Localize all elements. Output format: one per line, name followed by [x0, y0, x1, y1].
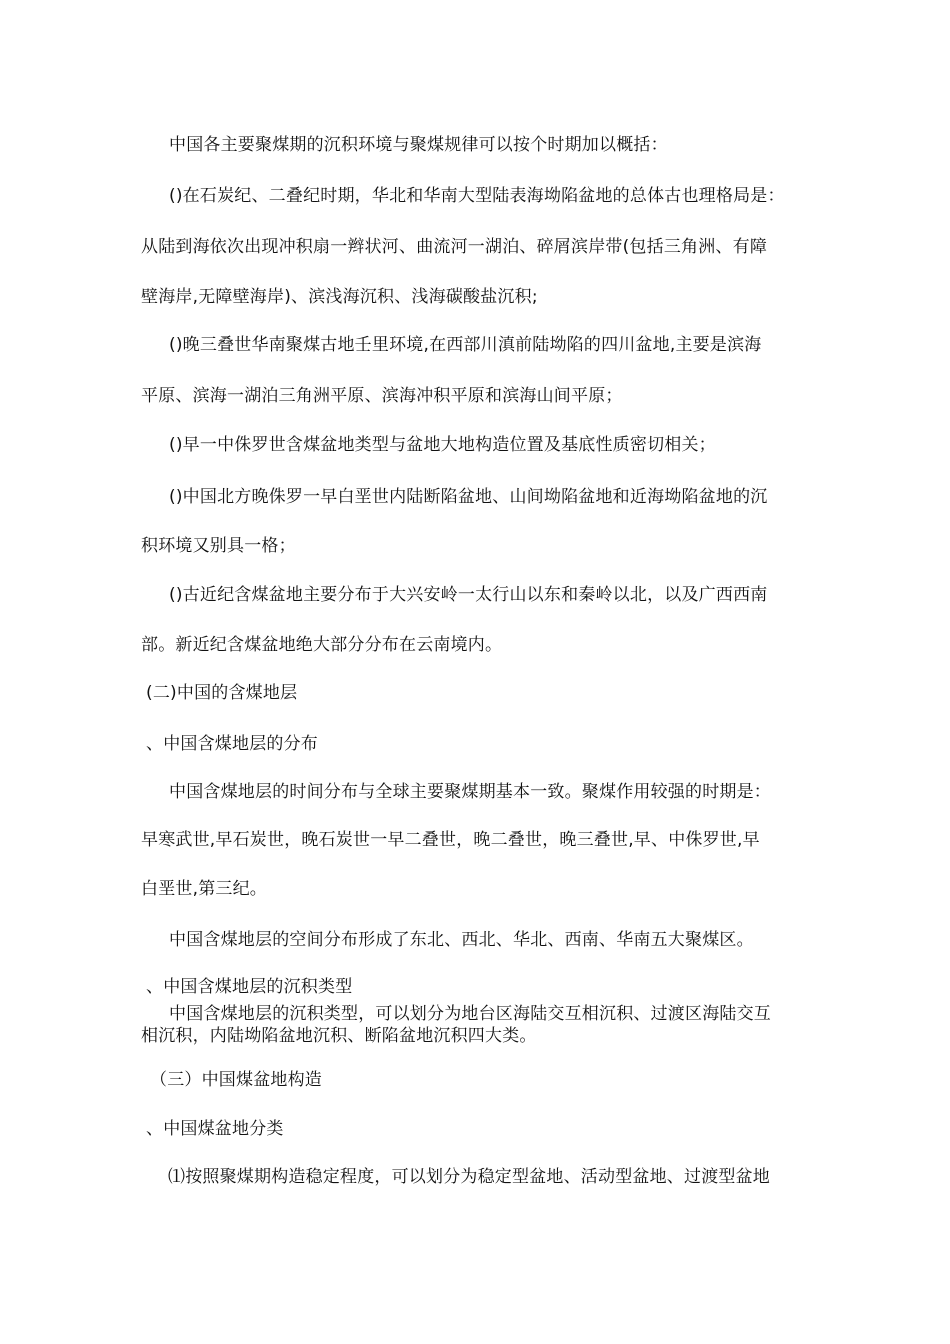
section3-title: （三）中国煤盆地构造	[150, 1070, 322, 1090]
para2: 中国含煤地层的空间分布形成了东北、西北、华北、西南、华南五大聚煤区。	[169, 930, 754, 950]
para1-line3: 白垩世,第三纪。	[141, 879, 268, 899]
para3-line2: 相沉积，内陆坳陷盆地沉积、断陷盆地沉积四大类。	[141, 1026, 537, 1046]
para1-line1: 中国含煤地层的时间分布与全球主要聚煤期基本一致。聚煤作用较强的时期是：	[169, 782, 771, 802]
item4-line2: 积环境又别具一格；	[141, 536, 296, 556]
item2-line1: ()晚三叠世华南聚煤古地壬里环境,在西部川滇前陆坳陷的四川盆地,主要是滨海	[169, 335, 762, 355]
item3-line1: ()早一中侏罗世含煤盆地类型与盆地大地构造位置及基底性质密切相关；	[169, 435, 716, 455]
item2-line2: 平原、滨海一湖泊三角洲平原、滨海冲积平原和滨海山间平原；	[141, 386, 623, 406]
section2-title: (二)中国的含煤地层	[146, 683, 298, 703]
item5-line1: ()古近纪含煤盆地主要分布于大兴安岭一太行山以东和秦岭以北，以及广西西南	[169, 585, 768, 605]
intro-paragraph: 中国各主要聚煤期的沉积环境与聚煤规律可以按个时期加以概括：	[169, 135, 668, 155]
subsection1-title: 、中国含煤地层的分布	[146, 734, 318, 754]
item4-line1: ()中国北方晚侏罗一早白垩世内陆断陷盆地、山间坳陷盆地和近海坳陷盆地的沉	[169, 487, 768, 507]
para3-line1: 中国含煤地层的沉积类型，可以划分为地台区海陆交互相沉积、过渡区海陆交互	[169, 1004, 771, 1024]
item1-line1: ()在石炭纪、二叠纪时期，华北和华南大型陆表海坳陷盆地的总体古也理格局是：	[169, 186, 785, 206]
item1-line3: 壁海岸,无障壁海岸)、滨浅海沉积、浅海碳酸盐沉积;	[141, 287, 538, 307]
item1-line2: 从陆到海依次出现冲积扇一辫状河、曲流河一湖泊、碎屑滨岸带(包括三角洲、有障	[141, 237, 768, 257]
subsection2-title: 、中国含煤地层的沉积类型	[146, 977, 353, 997]
item5-line2: 部。新近纪含煤盆地绝大部分分布在云南境内。	[141, 635, 503, 655]
subsection3-title: 、中国煤盆地分类	[146, 1119, 284, 1139]
para1-line2: 早寒武世,早石炭世，晚石炭世一早二叠世，晚二叠世，晚三叠世,早、中侏罗世,早	[141, 830, 760, 850]
para4-line1: ⑴按照聚煤期构造稳定程度，可以划分为稳定型盆地、活动型盆地、过渡型盆地	[168, 1167, 770, 1187]
